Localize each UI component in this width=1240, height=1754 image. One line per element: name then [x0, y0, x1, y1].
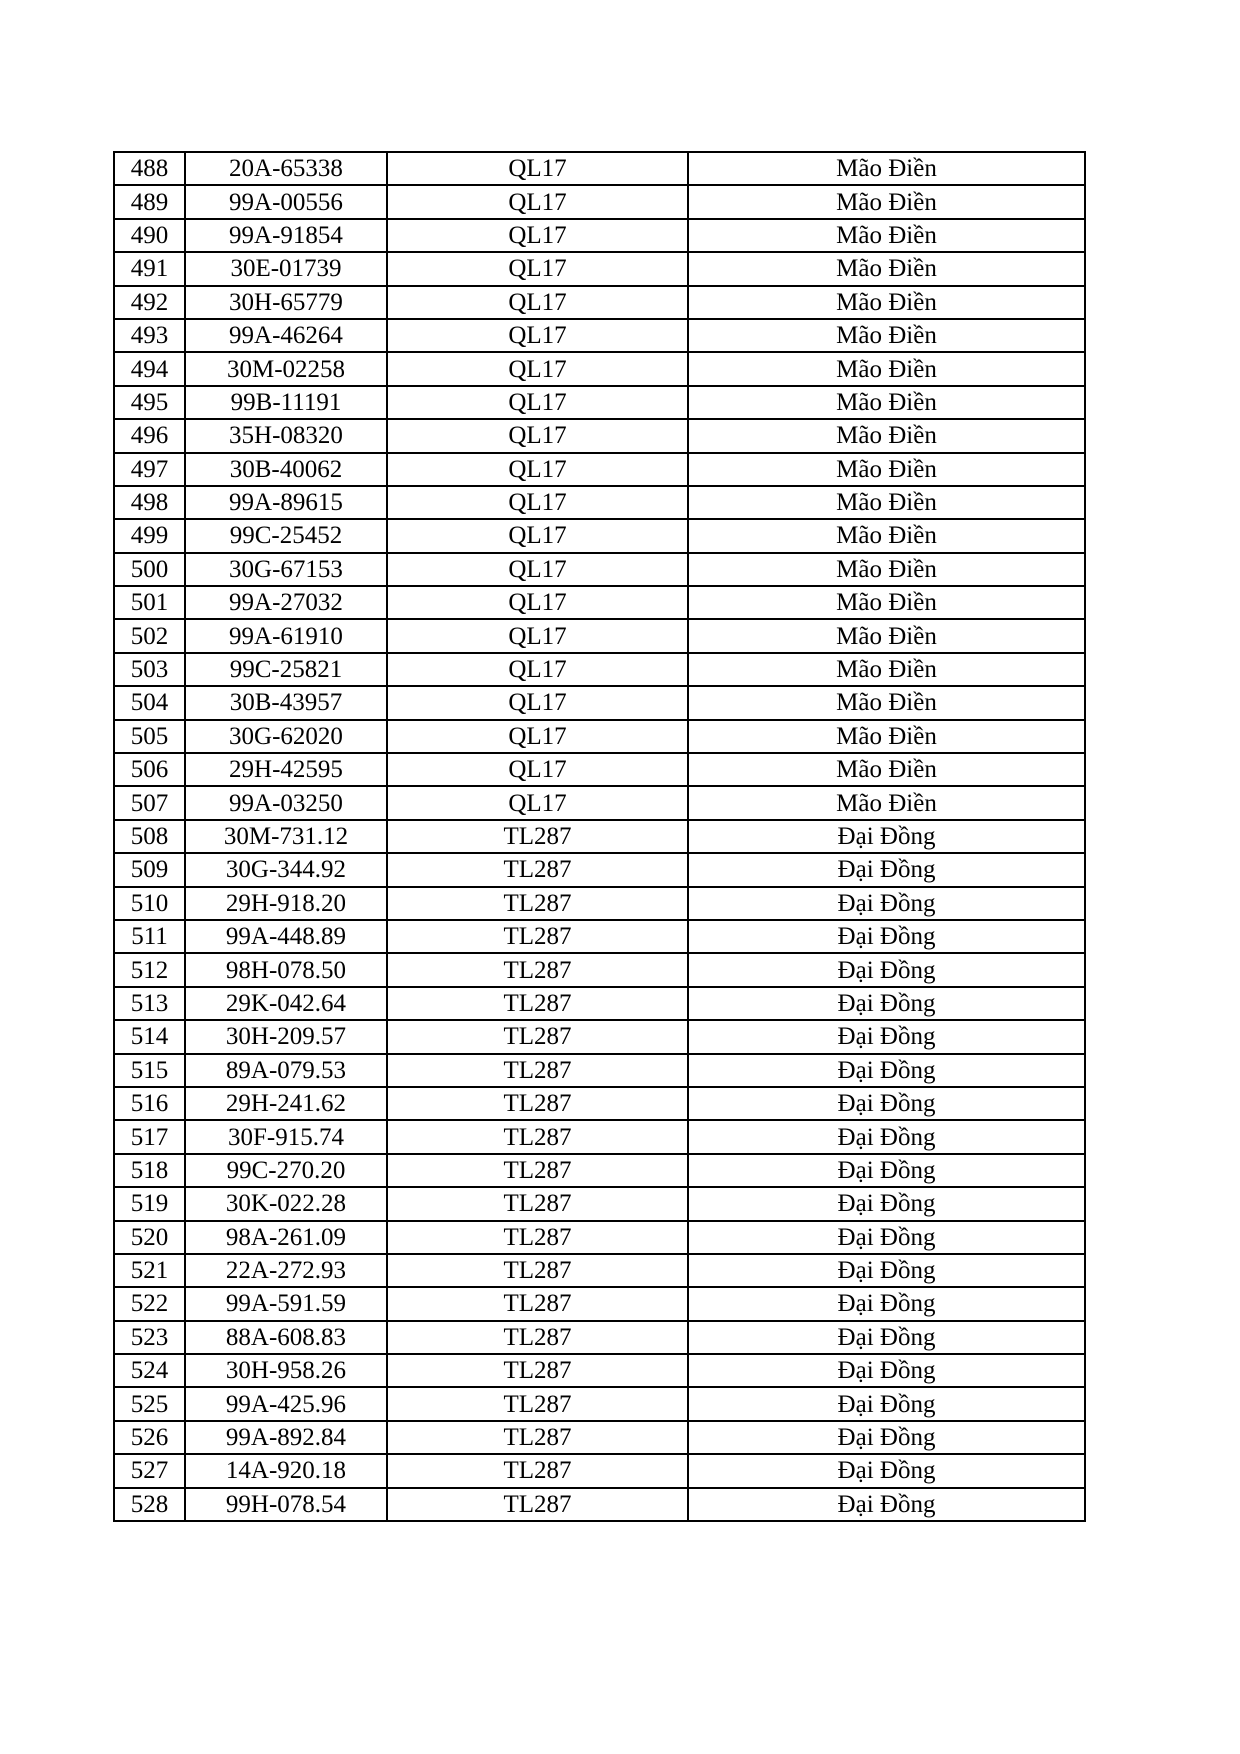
route-cell: TL287 — [387, 1287, 688, 1320]
location-cell: Mão Điền — [688, 386, 1085, 419]
license-plate-cell: 14A-920.18 — [185, 1454, 387, 1487]
table-row — [114, 753, 1085, 786]
location-cell: Mão Điền — [688, 786, 1085, 819]
table-row — [114, 419, 1085, 452]
license-plate-cell: 99A-61910 — [185, 619, 387, 652]
location-cell: Mão Điền — [688, 219, 1085, 252]
route-cell: QL17 — [387, 686, 688, 719]
license-plate-cell: 99A-448.89 — [185, 920, 387, 953]
route-cell: TL287 — [387, 1321, 688, 1354]
location-cell: Đại Đồng — [688, 1020, 1085, 1053]
location-cell: Mão Điền — [688, 586, 1085, 619]
location-cell: Đại Đồng — [688, 853, 1085, 886]
license-plate-cell: 98A-261.09 — [185, 1221, 387, 1254]
location-cell: Đại Đồng — [688, 1421, 1085, 1454]
location-cell: Mão Điền — [688, 653, 1085, 686]
table-row — [114, 1354, 1085, 1387]
license-plate-cell: 99A-46264 — [185, 319, 387, 352]
license-plate-cell: 89A-079.53 — [185, 1054, 387, 1087]
license-plate-cell: 29H-241.62 — [185, 1087, 387, 1120]
table-row — [114, 286, 1085, 319]
route-cell: TL287 — [387, 1488, 688, 1521]
row-number-cell: 516 — [114, 1087, 185, 1120]
row-number-cell: 490 — [114, 219, 185, 252]
license-plate-cell: 30K-022.28 — [185, 1187, 387, 1220]
row-number-cell: 502 — [114, 619, 185, 652]
location-cell: Đại Đồng — [688, 1187, 1085, 1220]
license-plate-cell: 99A-892.84 — [185, 1421, 387, 1454]
table-row — [114, 553, 1085, 586]
row-number-cell: 519 — [114, 1187, 185, 1220]
row-number-cell: 489 — [114, 185, 185, 218]
table-row — [114, 853, 1085, 886]
license-plate-cell: 29H-918.20 — [185, 887, 387, 920]
row-number-cell: 505 — [114, 720, 185, 753]
route-cell: QL17 — [387, 219, 688, 252]
route-cell: TL287 — [387, 1154, 688, 1187]
route-cell: TL287 — [387, 987, 688, 1020]
vehicle-record-table — [113, 151, 1086, 1522]
table-row — [114, 352, 1085, 385]
table-row — [114, 1454, 1085, 1487]
license-plate-cell: 88A-608.83 — [185, 1321, 387, 1354]
row-number-cell: 507 — [114, 786, 185, 819]
location-cell: Mão Điền — [688, 486, 1085, 519]
table-row — [114, 686, 1085, 719]
route-cell: TL287 — [387, 1187, 688, 1220]
table-row — [114, 987, 1085, 1020]
row-number-cell: 513 — [114, 987, 185, 1020]
route-cell: QL17 — [387, 720, 688, 753]
row-number-cell: 523 — [114, 1321, 185, 1354]
table-row — [114, 1154, 1085, 1187]
route-cell: TL287 — [387, 1354, 688, 1387]
route-cell: TL287 — [387, 1087, 688, 1120]
table-row — [114, 586, 1085, 619]
table-row — [114, 1287, 1085, 1320]
location-cell: Mão Điền — [688, 720, 1085, 753]
row-number-cell: 509 — [114, 853, 185, 886]
row-number-cell: 515 — [114, 1054, 185, 1087]
row-number-cell: 512 — [114, 953, 185, 986]
license-plate-cell: 99H-078.54 — [185, 1488, 387, 1521]
location-cell: Mão Điền — [688, 352, 1085, 385]
route-cell: TL287 — [387, 1221, 688, 1254]
row-number-cell: 497 — [114, 453, 185, 486]
license-plate-cell: 99C-25452 — [185, 519, 387, 552]
row-number-cell: 496 — [114, 419, 185, 452]
license-plate-cell: 99A-00556 — [185, 185, 387, 218]
location-cell: Mão Điền — [688, 419, 1085, 452]
license-plate-cell: 99C-25821 — [185, 653, 387, 686]
license-plate-cell: 30G-67153 — [185, 553, 387, 586]
route-cell: QL17 — [387, 553, 688, 586]
license-plate-cell: 30M-731.12 — [185, 820, 387, 853]
table-row — [114, 786, 1085, 819]
table-row — [114, 1387, 1085, 1420]
table-row — [114, 1054, 1085, 1087]
row-number-cell: 524 — [114, 1354, 185, 1387]
location-cell: Mão Điền — [688, 319, 1085, 352]
location-cell: Đại Đồng — [688, 987, 1085, 1020]
table-row — [114, 185, 1085, 218]
row-number-cell: 493 — [114, 319, 185, 352]
license-plate-cell: 35H-08320 — [185, 419, 387, 452]
row-number-cell: 517 — [114, 1120, 185, 1153]
route-cell: QL17 — [387, 519, 688, 552]
location-cell: Mão Điền — [688, 286, 1085, 319]
row-number-cell: 521 — [114, 1254, 185, 1287]
location-cell: Mão Điền — [688, 185, 1085, 218]
location-cell: Mão Điền — [688, 553, 1085, 586]
route-cell: QL17 — [387, 319, 688, 352]
license-plate-cell: 30F-915.74 — [185, 1120, 387, 1153]
row-number-cell: 525 — [114, 1387, 185, 1420]
table-row — [114, 486, 1085, 519]
license-plate-cell: 30G-344.92 — [185, 853, 387, 886]
route-cell: TL287 — [387, 820, 688, 853]
row-number-cell: 492 — [114, 286, 185, 319]
row-number-cell: 514 — [114, 1020, 185, 1053]
route-cell: QL17 — [387, 252, 688, 285]
license-plate-cell: 98H-078.50 — [185, 953, 387, 986]
table-row — [114, 152, 1085, 185]
route-cell: QL17 — [387, 352, 688, 385]
location-cell: Đại Đồng — [688, 820, 1085, 853]
route-cell: QL17 — [387, 286, 688, 319]
license-plate-cell: 29K-042.64 — [185, 987, 387, 1020]
license-plate-cell: 30M-02258 — [185, 352, 387, 385]
row-number-cell: 527 — [114, 1454, 185, 1487]
license-plate-cell: 20A-65338 — [185, 152, 387, 185]
route-cell: QL17 — [387, 753, 688, 786]
table-row — [114, 1488, 1085, 1521]
location-cell: Đại Đồng — [688, 1221, 1085, 1254]
location-cell: Đại Đồng — [688, 1321, 1085, 1354]
license-plate-cell: 99C-270.20 — [185, 1154, 387, 1187]
table-row — [114, 252, 1085, 285]
license-plate-cell: 99A-91854 — [185, 219, 387, 252]
table-row — [114, 1321, 1085, 1354]
row-number-cell: 499 — [114, 519, 185, 552]
row-number-cell: 491 — [114, 252, 185, 285]
table-row — [114, 1221, 1085, 1254]
license-plate-cell: 30H-209.57 — [185, 1020, 387, 1053]
location-cell: Đại Đồng — [688, 887, 1085, 920]
table-row — [114, 453, 1085, 486]
row-number-cell: 494 — [114, 352, 185, 385]
route-cell: TL287 — [387, 1387, 688, 1420]
license-plate-cell: 99A-425.96 — [185, 1387, 387, 1420]
route-cell: TL287 — [387, 1120, 688, 1153]
location-cell: Mão Điền — [688, 152, 1085, 185]
row-number-cell: 518 — [114, 1154, 185, 1187]
location-cell: Đại Đồng — [688, 1387, 1085, 1420]
row-number-cell: 504 — [114, 686, 185, 719]
location-cell: Đại Đồng — [688, 920, 1085, 953]
route-cell: QL17 — [387, 152, 688, 185]
route-cell: TL287 — [387, 887, 688, 920]
route-cell: QL17 — [387, 486, 688, 519]
license-plate-cell: 99A-591.59 — [185, 1287, 387, 1320]
row-number-cell: 488 — [114, 152, 185, 185]
table-row — [114, 653, 1085, 686]
license-plate-cell: 30B-43957 — [185, 686, 387, 719]
license-plate-cell: 99A-27032 — [185, 586, 387, 619]
row-number-cell: 506 — [114, 753, 185, 786]
location-cell: Đại Đồng — [688, 1087, 1085, 1120]
row-number-cell: 500 — [114, 553, 185, 586]
route-cell: TL287 — [387, 920, 688, 953]
table-row — [114, 1087, 1085, 1120]
location-cell: Đại Đồng — [688, 1454, 1085, 1487]
license-plate-cell: 30E-01739 — [185, 252, 387, 285]
location-cell: Mão Điền — [688, 453, 1085, 486]
table-row — [114, 1120, 1085, 1153]
route-cell: TL287 — [387, 1020, 688, 1053]
row-number-cell: 498 — [114, 486, 185, 519]
table-row — [114, 953, 1085, 986]
license-plate-cell: 99A-89615 — [185, 486, 387, 519]
location-cell: Đại Đồng — [688, 953, 1085, 986]
route-cell: TL287 — [387, 1454, 688, 1487]
location-cell: Đại Đồng — [688, 1354, 1085, 1387]
row-number-cell: 526 — [114, 1421, 185, 1454]
table-row — [114, 1421, 1085, 1454]
table-row — [114, 1020, 1085, 1053]
location-cell: Đại Đồng — [688, 1120, 1085, 1153]
license-plate-cell: 22A-272.93 — [185, 1254, 387, 1287]
row-number-cell: 501 — [114, 586, 185, 619]
location-cell: Mão Điền — [688, 753, 1085, 786]
route-cell: TL287 — [387, 1054, 688, 1087]
route-cell: QL17 — [387, 786, 688, 819]
location-cell: Mão Điền — [688, 686, 1085, 719]
location-cell: Đại Đồng — [688, 1287, 1085, 1320]
row-number-cell: 528 — [114, 1488, 185, 1521]
route-cell: QL17 — [387, 619, 688, 652]
row-number-cell: 510 — [114, 887, 185, 920]
location-cell: Mão Điền — [688, 519, 1085, 552]
route-cell: QL17 — [387, 185, 688, 218]
route-cell: QL17 — [387, 386, 688, 419]
table-row — [114, 386, 1085, 419]
location-cell: Đại Đồng — [688, 1154, 1085, 1187]
row-number-cell: 511 — [114, 920, 185, 953]
license-plate-cell: 30B-40062 — [185, 453, 387, 486]
location-cell: Đại Đồng — [688, 1054, 1085, 1087]
table-row — [114, 887, 1085, 920]
route-cell: QL17 — [387, 653, 688, 686]
table-row — [114, 720, 1085, 753]
table-row — [114, 1187, 1085, 1220]
license-plate-cell: 30G-62020 — [185, 720, 387, 753]
route-cell: QL17 — [387, 586, 688, 619]
location-cell: Mão Điền — [688, 619, 1085, 652]
table-row — [114, 820, 1085, 853]
license-plate-cell: 29H-42595 — [185, 753, 387, 786]
table-row — [114, 619, 1085, 652]
row-number-cell: 520 — [114, 1221, 185, 1254]
table-body — [114, 152, 1085, 1521]
row-number-cell: 503 — [114, 653, 185, 686]
row-number-cell: 508 — [114, 820, 185, 853]
route-cell: TL287 — [387, 1421, 688, 1454]
route-cell: QL17 — [387, 419, 688, 452]
row-number-cell: 522 — [114, 1287, 185, 1320]
route-cell: TL287 — [387, 1254, 688, 1287]
table-row — [114, 219, 1085, 252]
location-cell: Mão Điền — [688, 252, 1085, 285]
location-cell: Đại Đồng — [688, 1254, 1085, 1287]
license-plate-cell: 99B-11191 — [185, 386, 387, 419]
license-plate-cell: 99A-03250 — [185, 786, 387, 819]
license-plate-cell: 30H-65779 — [185, 286, 387, 319]
table-row — [114, 1254, 1085, 1287]
table-row — [114, 920, 1085, 953]
row-number-cell: 495 — [114, 386, 185, 419]
route-cell: TL287 — [387, 953, 688, 986]
route-cell: TL287 — [387, 853, 688, 886]
license-plate-cell: 30H-958.26 — [185, 1354, 387, 1387]
route-cell: QL17 — [387, 453, 688, 486]
table-row — [114, 519, 1085, 552]
location-cell: Đại Đồng — [688, 1488, 1085, 1521]
table-row — [114, 319, 1085, 352]
